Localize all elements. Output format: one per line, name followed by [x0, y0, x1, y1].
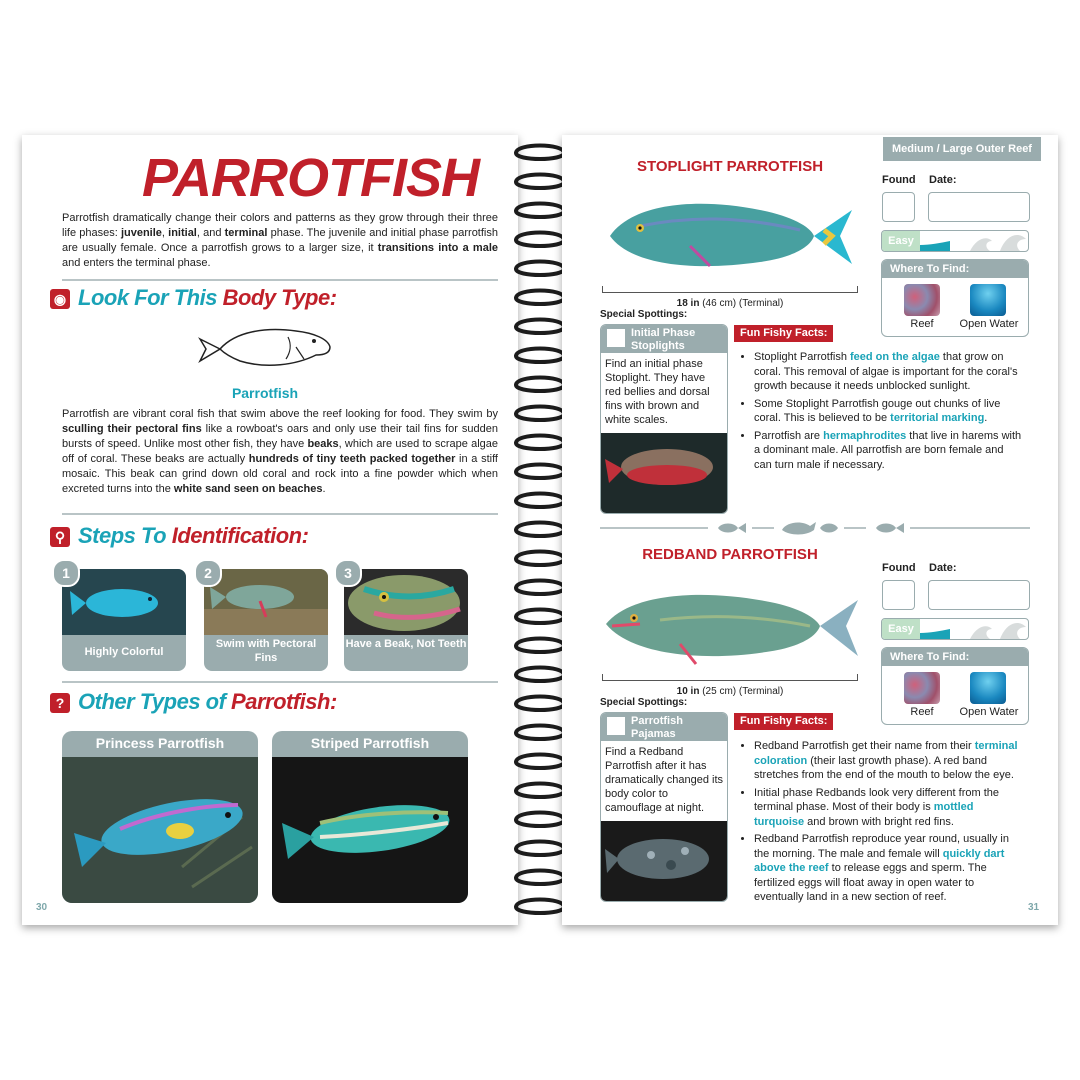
difficulty-label: Easy [882, 619, 920, 639]
open-water-caption: Open Water [959, 318, 1019, 330]
step-number-badge: 1 [52, 559, 80, 587]
reef-icon [904, 284, 940, 316]
fact-item: • Parrotfish are hermaphrodites that live in harems with a dominant male. All parrotfish are born female and can turn male if necessary. [754, 429, 1022, 473]
reef-caption: Reef [910, 706, 934, 718]
step-number-badge: 3 [334, 559, 362, 587]
magnifier-icon: ⚲ [50, 527, 70, 547]
special-spottings-label: Special Spottings: [600, 697, 688, 708]
step-label: Highly Colorful [84, 646, 164, 658]
page-number: 31 [1028, 902, 1040, 913]
initial-phase-stoplight-photo [601, 433, 727, 513]
fun-facts-tag: Fun Fishy Facts: [734, 713, 833, 730]
difficulty-label: Easy [882, 231, 920, 251]
body-type-caption: Parrotfish [231, 385, 299, 401]
stoplight-parrotfish-photo [600, 186, 856, 282]
reef-icon [904, 672, 940, 704]
fun-facts-list [740, 350, 1022, 475]
night-parrotfish-photo [601, 821, 727, 901]
fact-item: • Some Stoplight Parrotfish gouge out chunks of live coral. This is believed to be territorial marking. [754, 397, 1022, 426]
found-checkbox[interactable] [882, 580, 915, 610]
species-divider [600, 527, 708, 529]
fact-item: • Redband Parrotfish get their name from their terminal coloration (their last growth phase). A red band stretches from the end of the mouth to below the eye. [754, 739, 1022, 783]
steps-heading: Steps To Identification: [78, 523, 309, 548]
look-heading: Look For This Body Type: [78, 285, 337, 310]
difficulty-meter [881, 230, 1029, 252]
spotting-checkbox[interactable] [607, 329, 625, 347]
found-label: Found [882, 562, 916, 574]
species-title: REDBAND PARROTFISH [642, 546, 818, 563]
spec-head: Parrotfish Pajamas [601, 713, 727, 741]
type-label: Striped Parrotfish [310, 735, 430, 751]
spec-text: Find an initial phase Stoplight. They have red bellies and dorsal fins with brown and white scales. [605, 358, 710, 426]
size-text: 18 in (46 cm) (Terminal) [676, 298, 784, 309]
intro-paragraph: Parrotfish dramatically change their colors and patterns as they grow through their three life phases: juvenile, initial, and terminal phase. The juvenile and initial phase parrotfish are usually female. Once a parrotfish grows to a larger size, it transitions into a male and enters the terminal phase. [62, 212, 498, 269]
habitat-badge: Medium / Large Outer Reef [883, 137, 1041, 161]
species-title: STOPLIGHT PARROTFISH [636, 158, 824, 175]
body-paragraph: Parrotfish are vibrant coral fish that swim above the reef looking for food. They swim by sculling their pectoral fins like a rowboat's oars and only use their tail fins for sudden bursts of speed. Unlike most other fish, they have beaks, which are used to scrape algae off of coral. These beaks are actually hundreds of tiny teeth packed together in a stiff mosaic. This beak can grind down old coral and rock into a fine powder which when excreted turns into the white sand seen on beaches. [62, 408, 499, 495]
step-label: Swim with Pectoral Fins [215, 638, 317, 664]
fact-item: • Redband Parrotfish reproduce year round, usually in the morning. The male and female will quickly dart above the reef to release eggs and sperm. The fertilized eggs will float away in open water to eventually land in a new section of reef. [754, 832, 1022, 905]
wave-icon [920, 231, 1028, 251]
question-icon: ? [50, 693, 70, 713]
size-bracket [602, 674, 858, 681]
page-title: PARROTFISH [142, 148, 479, 208]
date-field[interactable] [928, 580, 1030, 610]
wave-icon [920, 619, 1028, 639]
where-title: Where To Find: [882, 648, 1028, 666]
where-to-find-panel [881, 259, 1029, 337]
size-text: 10 in (25 cm) (Terminal) [676, 686, 784, 697]
fun-facts-tag: Fun Fishy Facts: [734, 325, 833, 342]
other-types-heading: Other Types of Parrotfish: [78, 689, 337, 714]
reef-caption: Reef [910, 318, 934, 330]
special-spottings-label: Special Spottings: [600, 309, 688, 320]
species-divider [910, 527, 1030, 529]
special-spotting-card [600, 712, 728, 902]
size-bracket [602, 286, 858, 293]
found-label: Found [882, 174, 916, 186]
fish-divider-icon [712, 518, 908, 538]
eye-icon: ◉ [50, 289, 70, 309]
date-field[interactable] [928, 192, 1030, 222]
found-checkbox[interactable] [882, 192, 915, 222]
fact-item: • Stoplight Parrotfish feed on the algae that grow on coral. This removal of algae is important for the coral's growth because it needs unblocked sunlight. [754, 350, 1022, 394]
fun-facts-list [740, 739, 1022, 908]
special-spotting-card [600, 324, 728, 514]
open-water-caption: Open Water [959, 706, 1019, 718]
date-label: Date: [929, 562, 957, 574]
fact-item: • Initial phase Redbands look very different from the terminal phase. Most of their body is mottled turquoise and brown with bright red fins. [754, 786, 1022, 830]
where-title: Where To Find: [882, 260, 1028, 278]
spotting-checkbox[interactable] [607, 717, 625, 735]
where-to-find-panel [881, 647, 1029, 725]
spec-head: Initial Phase Stoplights [601, 325, 727, 353]
step-number-badge: 2 [194, 559, 222, 587]
spec-text: Find a Redband Parrotfish after it has dramatically changed its body color to camouflage at night. [605, 746, 724, 814]
page-number: 30 [36, 902, 48, 913]
date-label: Date: [929, 174, 957, 186]
difficulty-meter [881, 618, 1029, 640]
open-water-icon [970, 284, 1006, 316]
redband-parrotfish-photo [600, 580, 860, 676]
step-label: Have a Beak, Not Teeth [345, 638, 467, 650]
type-label: Princess Parrotfish [95, 735, 225, 751]
open-water-icon [970, 672, 1006, 704]
